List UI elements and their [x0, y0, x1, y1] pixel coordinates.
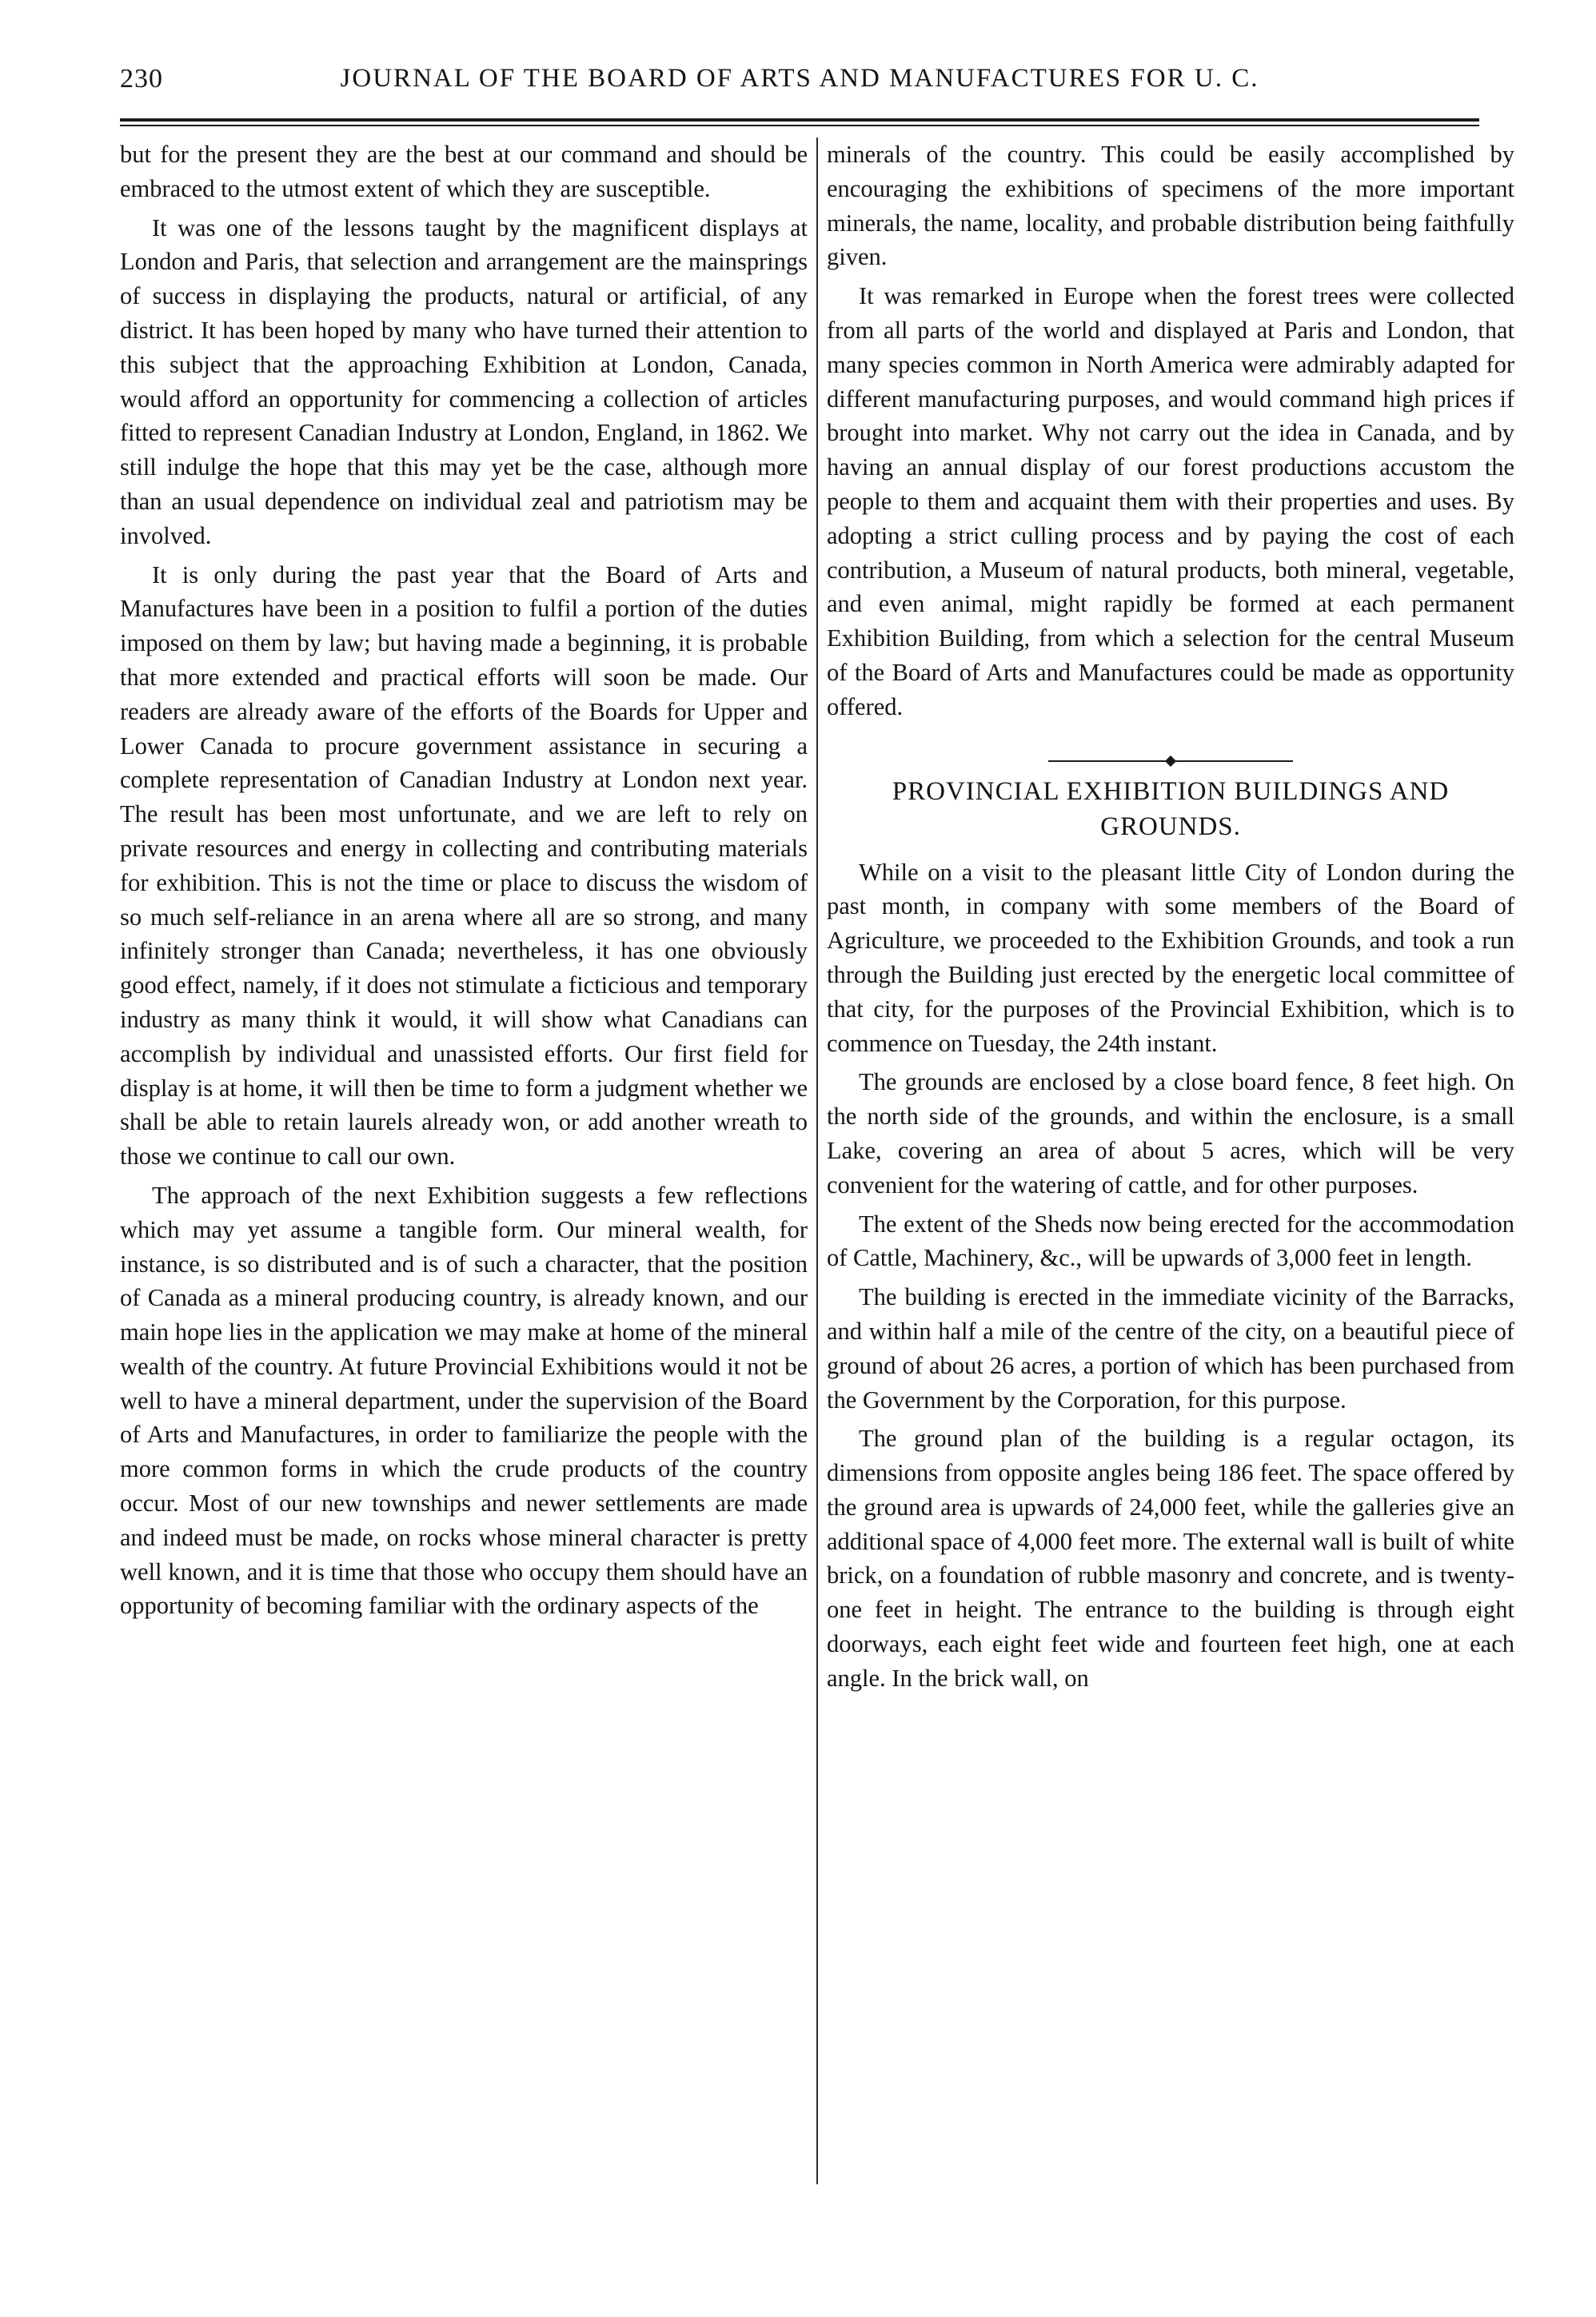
paragraph: The extent of the Sheds now being erected for the accommodation of Cattle, Machinery, &c., will be upwards of 3,000 feet in length.: [827, 1210, 1514, 1272]
paragraph: It is only during the past year that the Board of Arts and Manufactures have been in a position to fulfil a portion of the duties imposed on them by law; but having made a beginning, it is probable that more extended and practical efforts will soon be made. Our readers are already aware of the efforts of the Boards for Upper and Lower Canada to procure government assistance in securing a complete representation of Canadian Industry at London next year. The result has been most unfortunate, and we are left to rely on private resources and energy in collecting and contributing materials for exhibition. This is not the time or place to discuss the wisdom of so much self-reliance in an arena where all are so strong, and many infinitely stronger than Canada; nevertheless, it has one obviously good effect, namely, if it does not stimulate a ficticious and temporary industry as many think it would, it will show what Canadians can accomplish by individual and unassisted efforts. Our first field for display is at home, it will then be time to form a judgment whether we shall be able to retain laurels already won, or add another wreath to those we continue to call our own.: [120, 560, 808, 1170]
section-title: PROVINCIAL EXHIBITION BUILDINGS AND GROUNDS.: [892, 776, 1450, 841]
paragraph: The approach of the next Exhibition suggests a few reflections which may yet assume a tangible form. Our mineral wealth, for instance, is so distributed and is of such a character, that the position of Canada as a mineral producing country, is already known, and our main hope lies in the application we may make at home of the mineral wealth of the country. At future Provincial Exhibitions would it not be well to have a mineral department, under the supervision of the Board of Arts and Manufactures, in order to familiarize the people with the more common forms in which the crude products of the country occur. Most of our new townships and newer settlements are made and indeed must be made, on rocks whose mineral character is pretty well known, and it is time that those who occupy them should have an opportunity of becoming familiar with the ordinary aspects of the: [120, 1181, 808, 1620]
paragraph: minerals of the country. This could be easily accomplished by encouraging the exhibitions of specimens of the more important minerals, the name, locality, and probable distribution being faithfully given.: [827, 141, 1514, 271]
paragraph: While on a visit to the pleasant little City of London during the past month, in company with some members of the Board of Agriculture, we proceeded to the Exhibition Grounds, and took a run through the Building just erected by the energetic local committee of that city, for the purposes of the Provincial Exhibition, which is to commence on Tuesday, the 24th instant.: [827, 858, 1514, 1057]
paragraph: The grounds are enclosed by a close board fence, 8 feet high. On the north side of the grounds, and within the enclosure, is a small Lake, covering an area of about 5 acres, which will be very convenient for the watering of cattle, and for other purposes.: [827, 1068, 1514, 1198]
header-rule-thick: [120, 118, 1479, 122]
header-rule-thin: [120, 125, 1479, 126]
paragraph: It was one of the lessons taught by the magnificent displays at London and Paris, that selection and arrangement are the mainsprings of success in displaying the products, natural or artificial, of any district. It has been hoped by many who have turned their attention to this subject that the approaching Exhibition at London, Canada, would afford an opportunity for commencing a collection of articles fitted to represent Canadian Industry at London, England, in 1862. We still indulge the hope that this may yet be the case, although more than an usual dependence on individual zeal and patriotism may be involved.: [120, 213, 808, 549]
page-header: [120, 64, 1479, 109]
column-divider: [816, 138, 818, 2184]
right-column: [827, 138, 1514, 1696]
paragraph: The building is erected in the immediate vicinity of the Barracks, and within half a mile of the centre of the city, on a beautiful piece of ground of about 26 acres, a portion of which has been purchased from the Government by the Corporation, for this purpose.: [827, 1283, 1514, 1414]
left-column: [120, 138, 808, 1623]
section-ornament: [827, 742, 1514, 758]
paragraph: but for the present they are the best at our command and should be embraced to the utmost extent of which they are susceptible.: [120, 141, 808, 202]
paragraph: It was remarked in Europe when the forest trees were collected from all parts of the world and displayed at Paris and London, that many species common in North America were admirably adapted for different manufacturing purposes, and would command high prices if brought into market. Why not carry out the idea in Canada, and by having an annual display of our forest productions accustom the people to them and acquaint them with their properties and uses. By adopting a strict culling process and by paying the cost of each contribution, a Museum of natural products, both mineral, vegetable, and even animal, might rapidly be formed at each permanent Exhibition Building, from which a selection for the central Museum of the Board of Arts and Manufactures could be made as opportunity offered.: [827, 282, 1514, 720]
page-number: 230: [120, 64, 163, 94]
paragraph: The ground plan of the building is a regular octagon, its dimensions from opposite angles being 186 feet. The space offered by the ground area is upwards of 24,000 feet, while the galleries give an additional space of 4,000 feet more. The external wall is built of white brick, on a foundation of rubble masonry and concrete, and is twenty-one feet in height. The entrance to the building is through eight doorways, each eight feet wide and fourteen feet high, one at each angle. In the brick wall, on: [827, 1425, 1514, 1692]
running-title: JOURNAL OF THE BOARD OF ARTS AND MANUFACTURES FOR U. C.: [340, 64, 1259, 93]
